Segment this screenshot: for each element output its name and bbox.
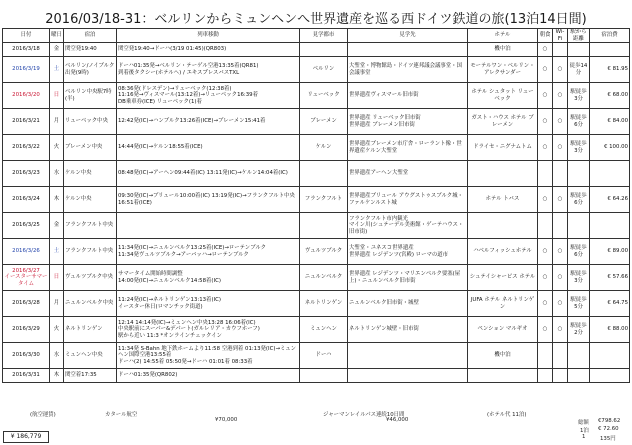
price-cell (590, 369, 630, 383)
city-cell (300, 161, 348, 187)
train-cell: ドーハ01:35発→ベルリン・テーゲル空港13:35着(QR81) 到着後タクシー(ホテルへ) / エキスプレスバスTXL (117, 57, 300, 83)
distance-cell (568, 161, 590, 187)
sights-cell: 大聖堂・博物館島・ドイツ連邦議会議事堂・国会議事堂 (348, 57, 468, 83)
distance-cell (568, 213, 590, 239)
wifi-cell (553, 161, 568, 187)
table-row (3, 135, 630, 161)
dow-cell: 月 (50, 291, 64, 317)
date-cell: 2016/3/25 (3, 213, 50, 239)
sights-cell: 世界遺産ヴィスマール旧市街 (348, 83, 468, 109)
header-wifi: Wi-Fi (553, 29, 568, 43)
hotel-cell: ハベルフィッシュホテル (468, 239, 538, 265)
table-row (3, 43, 630, 57)
price-cell: € 64.75 (590, 291, 630, 317)
header-distance: 駅から距離 (568, 29, 590, 43)
header-train: 列車移動 (117, 29, 300, 43)
train-cell: 09:30発(IC)→ブリュール10:00着(IC) 13:19発(IC)→フランクフルト中央16:51着(ICE) (117, 187, 300, 213)
sights-cell: フランクフルト市内観光 マイン川(シュテーデル美術館・ゲーテハウス・旧市街) (348, 213, 468, 239)
table-row (3, 343, 630, 369)
itinerary-table (2, 28, 630, 383)
city-cell: ブレーメン (300, 109, 348, 135)
price-cell: € 88.00 (590, 317, 630, 343)
train-cell (117, 213, 300, 239)
wifi-cell: ○ (553, 57, 568, 83)
price-cell: € 68.00 (590, 83, 630, 109)
distance-cell: 駅徒歩3分 (568, 135, 590, 161)
hotel-cell: JUFA ホテル ネルトリンゲン (468, 291, 538, 317)
breakfast-cell: ○ (538, 187, 553, 213)
wifi-cell: ○ (553, 291, 568, 317)
distance-cell: 徒歩14分 (568, 57, 590, 83)
stay-cell: 関空発19:40 (64, 43, 117, 57)
city-cell: ケルン (300, 135, 348, 161)
dow-cell: 月 (50, 109, 64, 135)
dow-cell: 木 (50, 369, 64, 383)
wifi-cell (553, 213, 568, 239)
stay-cell: ケルン中央 (64, 187, 117, 213)
city-cell (300, 213, 348, 239)
city-cell: ヴュルツブルク (300, 239, 348, 265)
breakfast-cell: ○ (538, 239, 553, 265)
date-cell: 2016/3/22 (3, 135, 50, 161)
date-cell: 2016/3/31 (3, 369, 50, 383)
header-row (3, 29, 630, 43)
header-breakfast: 朝食 (538, 29, 553, 43)
hotel-cell: ガスト・ハウス ホテル ブレーメン (468, 109, 538, 135)
train-cell: サマータイム開始時間調整 14:00発(IC)→ニュルンベルク14:58着(IC) (117, 265, 300, 291)
hotel-cell: ドライセ・ニグナムトム (468, 135, 538, 161)
hotel-cell (468, 213, 538, 239)
stay-cell: ミュンヘン中央 (64, 343, 117, 369)
sights-cell (348, 43, 468, 57)
city-cell: ベルリン (300, 57, 348, 83)
city-cell: フランクフルト (300, 187, 348, 213)
header-city: 見学都市 (300, 29, 348, 43)
table-row (3, 369, 630, 383)
header-hotel: ホテル (468, 29, 538, 43)
city-cell: ニュルンベルク (300, 265, 348, 291)
hotel-cell: ホテル シュタット リューベック (468, 83, 538, 109)
date-cell: 2016/3/24 (3, 187, 50, 213)
page-title: 2016/03/18-31：ベルリンからミュンヘンへ世界遺産を巡る西ドイツ鉄道の旅(13泊14日間) (45, 12, 587, 27)
sights-cell (348, 369, 468, 383)
train-cell: 12:42発(IC)→ハンブルク13:26着(ICE)→ブレーメン15:41着 (117, 109, 300, 135)
sights-cell: 世界遺産 レジデンツ・マリエンベルク要塞(屋上)・ニュルンベルク旧市街 (348, 265, 468, 291)
distance-cell (568, 43, 590, 57)
stay-cell: ベルリン中央駅7時(半) (64, 83, 117, 109)
header-price: 宿泊費 (590, 29, 630, 43)
table-row (3, 57, 630, 83)
distance-cell: 駅徒歩6分 (568, 109, 590, 135)
price-cell (590, 43, 630, 57)
sights-cell: 大聖堂・ユネスコ世界遺産 世界遺産 レジデンツ(宮殿) ローマの道市 (348, 239, 468, 265)
header-sights: 見学先 (348, 29, 468, 43)
footer-per-night-value: € 72.60 (598, 426, 619, 432)
stay-cell: ニュルンベルク中央 (64, 291, 117, 317)
footer-total-label: 総額 (578, 420, 589, 426)
dow-cell: 水 (50, 343, 64, 369)
price-cell: € 89.00 (590, 239, 630, 265)
footer-hotel-label: (ホテル代 11泊) (487, 412, 527, 418)
date-cell: 2016/3/21 (3, 109, 50, 135)
breakfast-cell (538, 343, 553, 369)
wifi-cell: ○ (553, 187, 568, 213)
hotel-cell: モーテルワン・ベルリン・アレクサンダー (468, 57, 538, 83)
stay-cell: 関空着17:35 (64, 369, 117, 383)
table-row (3, 291, 630, 317)
train-cell: 14:44発(IC)→ケルン18:55着(ICE) (117, 135, 300, 161)
footer-total-value: €798.62 (598, 418, 621, 424)
hotel-cell: ペンション マルギオ (468, 317, 538, 343)
table-row (3, 317, 630, 343)
distance-cell: 駅徒歩3分 (568, 265, 590, 291)
footer-flight-label: (航空運賃) (30, 412, 56, 418)
date-cell: 2016/3/20 (3, 83, 50, 109)
distance-cell: 駅徒歩6分 (568, 239, 590, 265)
wifi-cell: ○ (553, 135, 568, 161)
hotel-cell: 機中泊 (468, 43, 538, 57)
train-cell: 12:14 14:14発(IC)→ミュンヘン中央13:28 16:06着(IC) 中央駅前にスーパー&デパート(ガルレリア・カウフホーフ) 駅から近い 11:3 *オンラインチェックイン (117, 317, 300, 343)
stay-cell: リューベック中央 (64, 109, 117, 135)
price-cell (590, 343, 630, 369)
distance-cell (568, 343, 590, 369)
train-cell: 11:34発 S-Bahn 地下鉄ホームより11:58 空港到着 01:13発(IC)→ミュンヘン国際空港13:55着 ドーハ(2) 14:55着 05:50発→ドーハ 01:01着 08:33着 (117, 343, 300, 369)
footer-rail-amount: ¥46,000 (386, 417, 409, 423)
breakfast-cell: ○ (538, 43, 553, 57)
sights-cell: 世界遺産ブレーメン市庁舎・ローラント像・世界遺産ケルン大聖堂 (348, 135, 468, 161)
breakfast-cell: ○ (538, 265, 553, 291)
footer-rate-value: 135円 (600, 436, 616, 442)
header-date: 日付 (3, 29, 50, 43)
hotel-cell (468, 369, 538, 383)
wifi-cell: ○ (553, 83, 568, 109)
train-cell: 08:48発(IC)→アーヘン09:44着(IC) 13:11発(IC)→ケルン14:04着(IC) (117, 161, 300, 187)
sights-cell: 世界遺産 リューベック旧市街 世界遺産 ブレーメン旧市街 (348, 109, 468, 135)
footer-airline: カタール航空 (105, 412, 138, 418)
wifi-cell: ○ (553, 109, 568, 135)
breakfast-cell (538, 213, 553, 239)
hotel-cell: シュテイシャービス ホテル (468, 265, 538, 291)
dow-cell: 火 (50, 317, 64, 343)
table-row (3, 265, 630, 291)
hotel-cell: ホテル トバス (468, 187, 538, 213)
footer-flight-amount: ¥70,000 (215, 417, 238, 423)
stay-cell: ブレーメン中央 (64, 135, 117, 161)
train-cell: 関空発19:40→ドーハ(3/19 01:45)(QR803) (117, 43, 300, 57)
sights-cell: 世界遺産ブリュール アウグストゥスブルク城・ファルケンルスト城 (348, 187, 468, 213)
price-cell: € 84.00 (590, 109, 630, 135)
city-cell: ミュンヘン (300, 317, 348, 343)
breakfast-cell: ○ (538, 291, 553, 317)
grand-total: ¥ 186,779 (3, 431, 49, 443)
wifi-cell (553, 43, 568, 57)
table-row (3, 239, 630, 265)
wifi-cell (553, 343, 568, 369)
breakfast-cell: ○ (538, 83, 553, 109)
stay-cell: フランクフルト中央 (64, 239, 117, 265)
wifi-cell (553, 369, 568, 383)
city-cell: ネルトリンゲン (300, 291, 348, 317)
table-row (3, 83, 630, 109)
dow-cell: 土 (50, 239, 64, 265)
price-cell (590, 161, 630, 187)
price-cell: € 100.00 (590, 135, 630, 161)
date-cell: 2016/3/26 (3, 239, 50, 265)
dow-cell: 日 (50, 265, 64, 291)
dow-cell: 木 (50, 187, 64, 213)
sights-cell (348, 343, 468, 369)
header-dow: 曜日 (50, 29, 64, 43)
stay-cell: ケルン中央 (64, 161, 117, 187)
date-cell: 2016/3/27 イースターサマータイム (3, 265, 50, 291)
hotel-cell (468, 161, 538, 187)
wifi-cell: ○ (553, 317, 568, 343)
sights-cell: 世界遺産アーヘン大聖堂 (348, 161, 468, 187)
distance-cell (568, 369, 590, 383)
table-row (3, 187, 630, 213)
train-cell: 08:36発(ドレスデン)→リューベック(12:38着) 11:16発→ヴィスマール(13:12着)→リューベック16:39着 DB乗車券(ICE) リューベック(1)着 (117, 83, 300, 109)
dow-cell: 土 (50, 57, 64, 83)
dow-cell: 火 (50, 135, 64, 161)
distance-cell: 駅徒歩3分 (568, 83, 590, 109)
stay-cell: ネルトリンゲン (64, 317, 117, 343)
city-cell (300, 369, 348, 383)
sights-cell: ネルトリンゲン城壁・旧市街 (348, 317, 468, 343)
stay-cell: フランクフルト中央 (64, 213, 117, 239)
wifi-cell: ○ (553, 239, 568, 265)
header-stay: 宿泊 (64, 29, 117, 43)
wifi-cell: ○ (553, 265, 568, 291)
date-cell: 2016/3/19 (3, 57, 50, 83)
footer-rate-label: 1 (582, 434, 586, 440)
date-cell: 2016/3/18 (3, 43, 50, 57)
city-cell (300, 43, 348, 57)
train-cell: 11:34発(IC)→ニュルンベルク13:25着(ICE)→ローテンブルク 11:34発ヴュルツブルク→アーバッハ→ローテンブルク (117, 239, 300, 265)
price-cell (590, 213, 630, 239)
distance-cell: 駅徒歩2分 (568, 317, 590, 343)
date-cell: 2016/3/23 (3, 161, 50, 187)
date-cell: 2016/3/28 (3, 291, 50, 317)
footer-per-night-label: 1泊 (580, 428, 589, 434)
footer-rail-pass: ジャーマンレイルパス連続10日間 (323, 412, 405, 418)
table-row (3, 213, 630, 239)
stay-cell: ヴュルツブルク中央 (64, 265, 117, 291)
date-cell: 2016/3/29 (3, 317, 50, 343)
city-cell: リューベック (300, 83, 348, 109)
breakfast-cell: ○ (538, 135, 553, 161)
sights-cell: ニュルンベルク旧市街・城壁 (348, 291, 468, 317)
city-cell: ドーハ (300, 343, 348, 369)
dow-cell: 水 (50, 161, 64, 187)
distance-cell: 駅徒歩5分 (568, 291, 590, 317)
price-cell: € 81.95 (590, 57, 630, 83)
hotel-cell: 機中泊 (468, 343, 538, 369)
price-cell: € 57.66 (590, 265, 630, 291)
price-cell: € 64.26 (590, 187, 630, 213)
table-row (3, 161, 630, 187)
breakfast-cell (538, 161, 553, 187)
breakfast-cell: ○ (538, 109, 553, 135)
stay-cell: ベルリン/ノイブルク出発(9時) (64, 57, 117, 83)
breakfast-cell: ○ (538, 57, 553, 83)
table-row (3, 109, 630, 135)
train-cell: ドーハ01:35発(QR802) (117, 369, 300, 383)
dow-cell: 金 (50, 43, 64, 57)
dow-cell: 日 (50, 83, 64, 109)
dow-cell: 金 (50, 213, 64, 239)
date-cell: 2016/3/30 (3, 343, 50, 369)
breakfast-cell: ○ (538, 317, 553, 343)
distance-cell: 駅徒歩6分 (568, 187, 590, 213)
train-cell: 11:24発(IC)→ネルトリンゲン13:13着(IC) イースター休日(ロマンチック街道) (117, 291, 300, 317)
breakfast-cell (538, 369, 553, 383)
